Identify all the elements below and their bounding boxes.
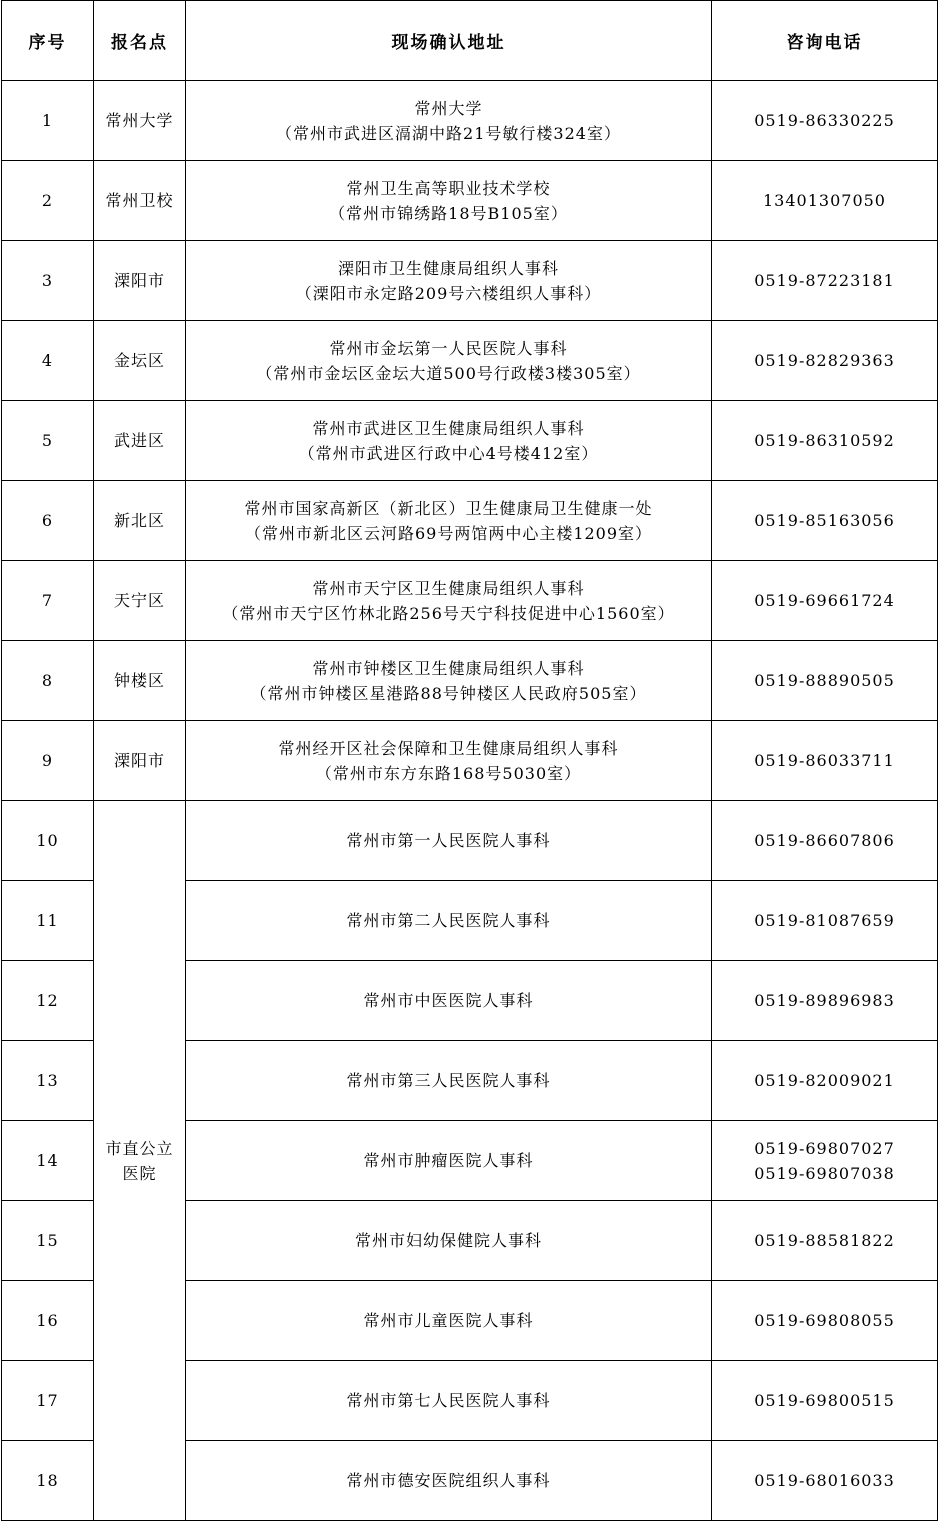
address-line: 溧阳市卫生健康局组织人事科 [337,258,559,278]
row-address [186,881,712,961]
row-address [186,1361,712,1441]
row-phone [712,1441,938,1521]
phone-number: 0519-82829363 [754,351,895,370]
address-line: 常州市第一人民医院人事科 [346,831,551,850]
address-line: 常州市中医医院人事科 [363,991,534,1010]
row-index: 3 [2,241,94,321]
address-line: （常州市天宁区竹林北路256号天宁科技促进中心1560室） [222,603,675,623]
merged-site-line: 市直公立 [105,1138,174,1158]
row-index: 10 [2,801,94,881]
address-line: （常州市武进区行政中心4号楼412室） [298,443,599,463]
phone-number: 0519-86607806 [754,831,895,850]
row-address [186,161,712,241]
phone-number: 0519-86330225 [754,111,895,130]
row-phone [712,1201,938,1281]
row-index: 4 [2,321,94,401]
table-row [2,721,938,801]
address-line: 常州市德安医院组织人事科 [346,1471,551,1490]
address-line: 常州市第三人民医院人事科 [346,1071,551,1090]
row-address [186,241,712,321]
address-line: （常州市锦绣路18号B105室） [329,203,568,223]
address-line: 常州卫生高等职业技术学校 [346,178,551,198]
phone-number: 0519-88890505 [754,671,895,690]
row-site: 溧阳市 [94,721,186,801]
phone-number: 0519-69807027 [754,1138,895,1158]
table-row [2,321,938,401]
row-site: 天宁区 [94,561,186,641]
address-line: 常州市第七人民医院人事科 [346,1391,551,1410]
table-row [2,481,938,561]
row-phone [712,641,938,721]
row-index: 11 [2,881,94,961]
row-phone [712,721,938,801]
row-address [186,1201,712,1281]
row-phone [712,481,938,561]
address-line: 常州大学 [414,98,483,118]
row-address [186,321,712,401]
table-body [2,81,938,1521]
header-phone: 咨询电话 [712,1,938,81]
row-address [186,801,712,881]
table-row [2,641,938,721]
row-phone [712,81,938,161]
row-address [186,641,712,721]
row-site: 溧阳市 [94,241,186,321]
phone-number: 0519-88581822 [754,1231,895,1250]
table-row [2,241,938,321]
merged-site-cell [94,801,186,1521]
row-index: 6 [2,481,94,561]
row-address [186,481,712,561]
row-index: 17 [2,1361,94,1441]
table-row [2,81,938,161]
row-index: 5 [2,401,94,481]
address-line: 常州经开区社会保障和卫生健康局组织人事科 [278,738,619,758]
phone-number: 0519-85163056 [754,511,895,530]
row-phone [712,1281,938,1361]
row-site: 常州卫校 [94,161,186,241]
row-phone [712,961,938,1041]
address-line: 常州市儿童医院人事科 [363,1311,534,1330]
row-address [186,1121,712,1201]
row-address [186,721,712,801]
address-line: （常州市金坛区金坛大道500号行政楼3楼305室） [256,363,641,383]
row-index: 14 [2,1121,94,1201]
table-row [2,161,938,241]
row-index: 2 [2,161,94,241]
row-phone [712,1121,938,1201]
address-line: （溧阳市永定路209号六楼组织人事科） [295,283,602,303]
row-index: 1 [2,81,94,161]
address-line: （常州市武进区滆湖中路21号敏行楼324室） [276,123,621,143]
phone-number: 0519-89896983 [754,991,895,1010]
row-site: 常州大学 [94,81,186,161]
table-row [2,401,938,481]
merged-site-line: 医院 [122,1163,157,1183]
row-index: 18 [2,1441,94,1521]
row-phone [712,321,938,401]
address-line: 常州市国家高新区（新北区）卫生健康局卫生健康一处 [244,498,653,518]
row-phone [712,881,938,961]
phone-number: 0519-81087659 [754,911,895,930]
phone-number: 13401307050 [763,191,886,210]
row-address [186,1441,712,1521]
address-line: 常州市金坛第一人民医院人事科 [329,338,568,358]
row-phone [712,801,938,881]
row-phone [712,1041,938,1121]
row-index: 12 [2,961,94,1041]
row-address [186,81,712,161]
row-phone [712,561,938,641]
address-line: 常州市肿瘤医院人事科 [363,1151,534,1170]
row-index: 8 [2,641,94,721]
row-index: 9 [2,721,94,801]
table-row [2,801,938,881]
row-address [186,1281,712,1361]
row-site: 金坛区 [94,321,186,401]
row-index: 15 [2,1201,94,1281]
row-phone [712,401,938,481]
address-line: 常州市妇幼保健院人事科 [354,1231,542,1250]
row-site: 钟楼区 [94,641,186,721]
row-index: 13 [2,1041,94,1121]
phone-number: 0519-69661724 [754,591,895,610]
row-phone [712,241,938,321]
address-line: 常州市第二人民医院人事科 [346,911,551,930]
row-phone [712,161,938,241]
row-index: 7 [2,561,94,641]
phone-number: 0519-69800515 [754,1391,895,1410]
row-address [186,561,712,641]
header-index: 序号 [2,1,94,81]
phone-number: 0519-69807038 [754,1163,895,1183]
row-address [186,961,712,1041]
row-address [186,401,712,481]
phone-number: 0519-82009021 [754,1071,895,1090]
header-site: 报名点 [94,1,186,81]
registration-table [1,0,938,1521]
row-site: 新北区 [94,481,186,561]
phone-number: 0519-87223181 [754,271,895,290]
address-line: （常州市钟楼区星港路88号钟楼区人民政府505室） [250,683,647,703]
phone-number: 0519-86310592 [754,431,895,450]
row-site: 武进区 [94,401,186,481]
row-index: 16 [2,1281,94,1361]
row-phone [712,1361,938,1441]
phone-number: 0519-86033711 [754,751,895,770]
address-line: 常州市武进区卫生健康局组织人事科 [312,418,585,438]
address-line: 常州市天宁区卫生健康局组织人事科 [312,578,585,598]
phone-number: 0519-68016033 [754,1471,895,1490]
table-row [2,561,938,641]
row-address [186,1041,712,1121]
address-line: 常州市钟楼区卫生健康局组织人事科 [312,658,585,678]
header-row [2,1,938,81]
phone-number: 0519-69808055 [754,1311,895,1330]
address-line: （常州市新北区云河路69号两馆两中心主楼1209室） [244,523,653,543]
header-address: 现场确认地址 [186,1,712,81]
address-line: （常州市东方东路168号5030室） [315,763,582,783]
